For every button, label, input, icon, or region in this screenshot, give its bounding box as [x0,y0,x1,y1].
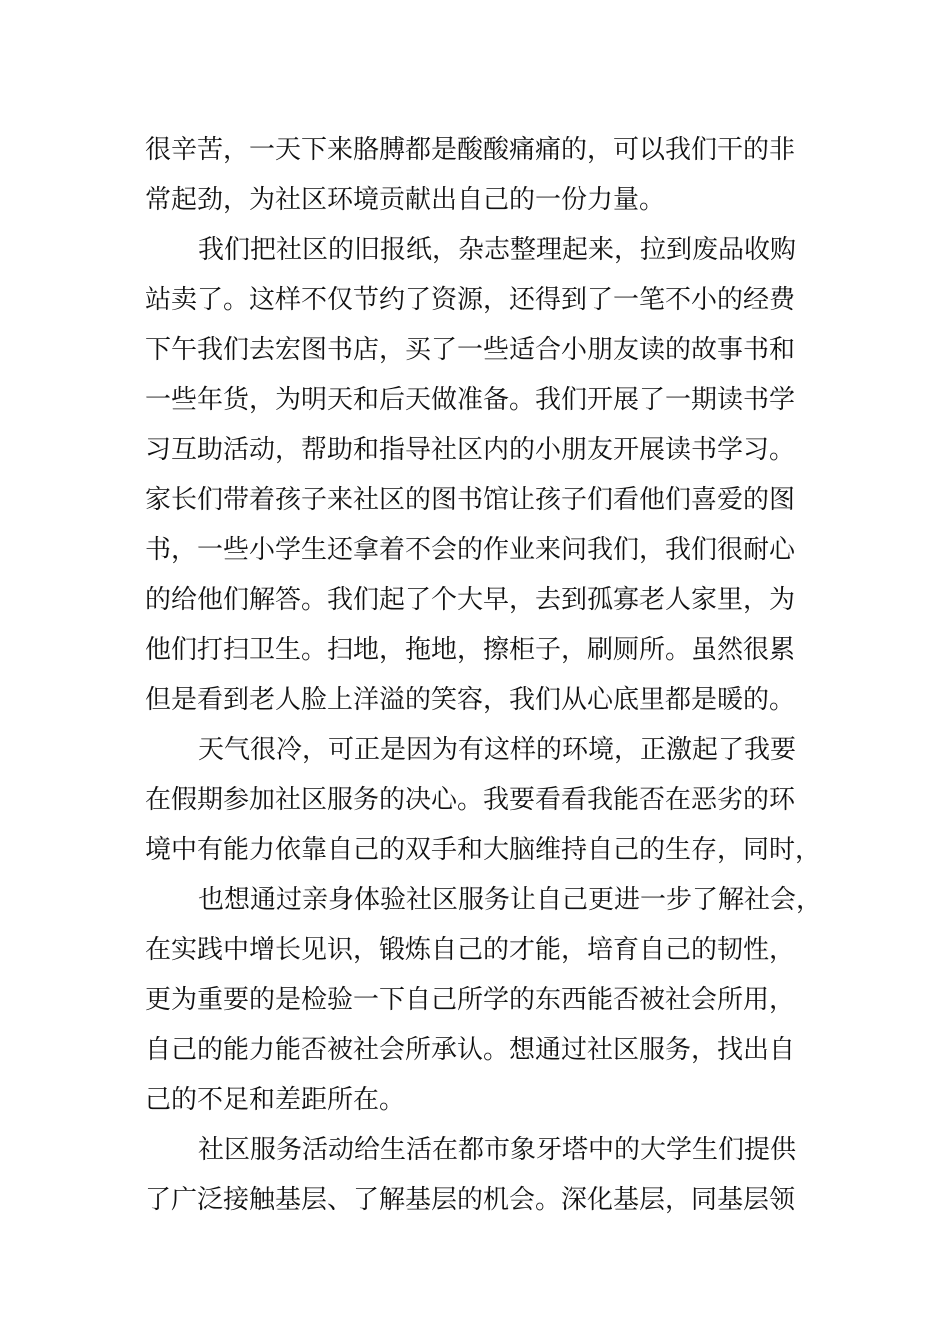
text-line: 他们打扫卫生。扫地，拖地，擦柜子，刷厕所。虽然很累 [145,635,796,665]
paragraph-start-line: 天气很冷，可正是因为有这样的环境，正激起了我要 [198,735,797,765]
text-line: 了广泛接触基层、了解基层的机会。深化基层，同基层领 [145,1185,796,1215]
text-line: 下午我们去宏图书店，买了一些适合小朋友读的故事书和 [145,335,796,365]
text-line: 站卖了。这样不仅节约了资源，还得到了一笔不小的经费 [145,285,796,315]
text-line: 很辛苦，一天下来胳膊都是酸酸痛痛的，可以我们干的非 [145,135,796,165]
paragraph-start-line: 社区服务活动给生活在都市象牙塔中的大学生们提供 [198,1135,797,1165]
text-line: 但是看到老人脸上洋溢的笑容，我们从心底里都是暖的。 [145,685,796,715]
text-line: 的给他们解答。我们起了个大早，去到孤寡老人家里，为 [145,585,796,615]
text-line: 在假期参加社区服务的决心。我要看看我能否在恶劣的环 [145,785,796,815]
text-line: 境中有能力依靠自己的双手和大脑维持自己的生存，同时， [145,835,822,865]
text-line: 己的不足和差距所在。 [145,1085,406,1115]
text-line: 常起劲，为社区环境贡献出自己的一份力量。 [145,185,666,215]
text-line: 一些年货，为明天和后天做准备。我们开展了一期读书学 [145,385,796,415]
text-line: 在实践中增长见识，锻炼自己的才能，培育自己的韧性， [145,935,796,965]
paragraph-start-line: 我们把社区的旧报纸，杂志整理起来，拉到废品收购 [198,235,797,265]
paragraph-start-line: 也想通过亲身体验社区服务让自己更进一步了解社会， [198,885,823,915]
text-line: 更为重要的是检验一下自己所学的东西能否被社会所用， [145,985,796,1015]
text-line: 书，一些小学生还拿着不会的作业来问我们，我们很耐心 [145,535,796,565]
text-line: 家长们带着孩子来社区的图书馆让孩子们看他们喜爱的图 [145,485,796,515]
text-line: 习互助活动，帮助和指导社区内的小朋友开展读书学习。 [145,435,796,465]
text-line: 自己的能力能否被社会所承认。想通过社区服务，找出自 [145,1035,796,1065]
